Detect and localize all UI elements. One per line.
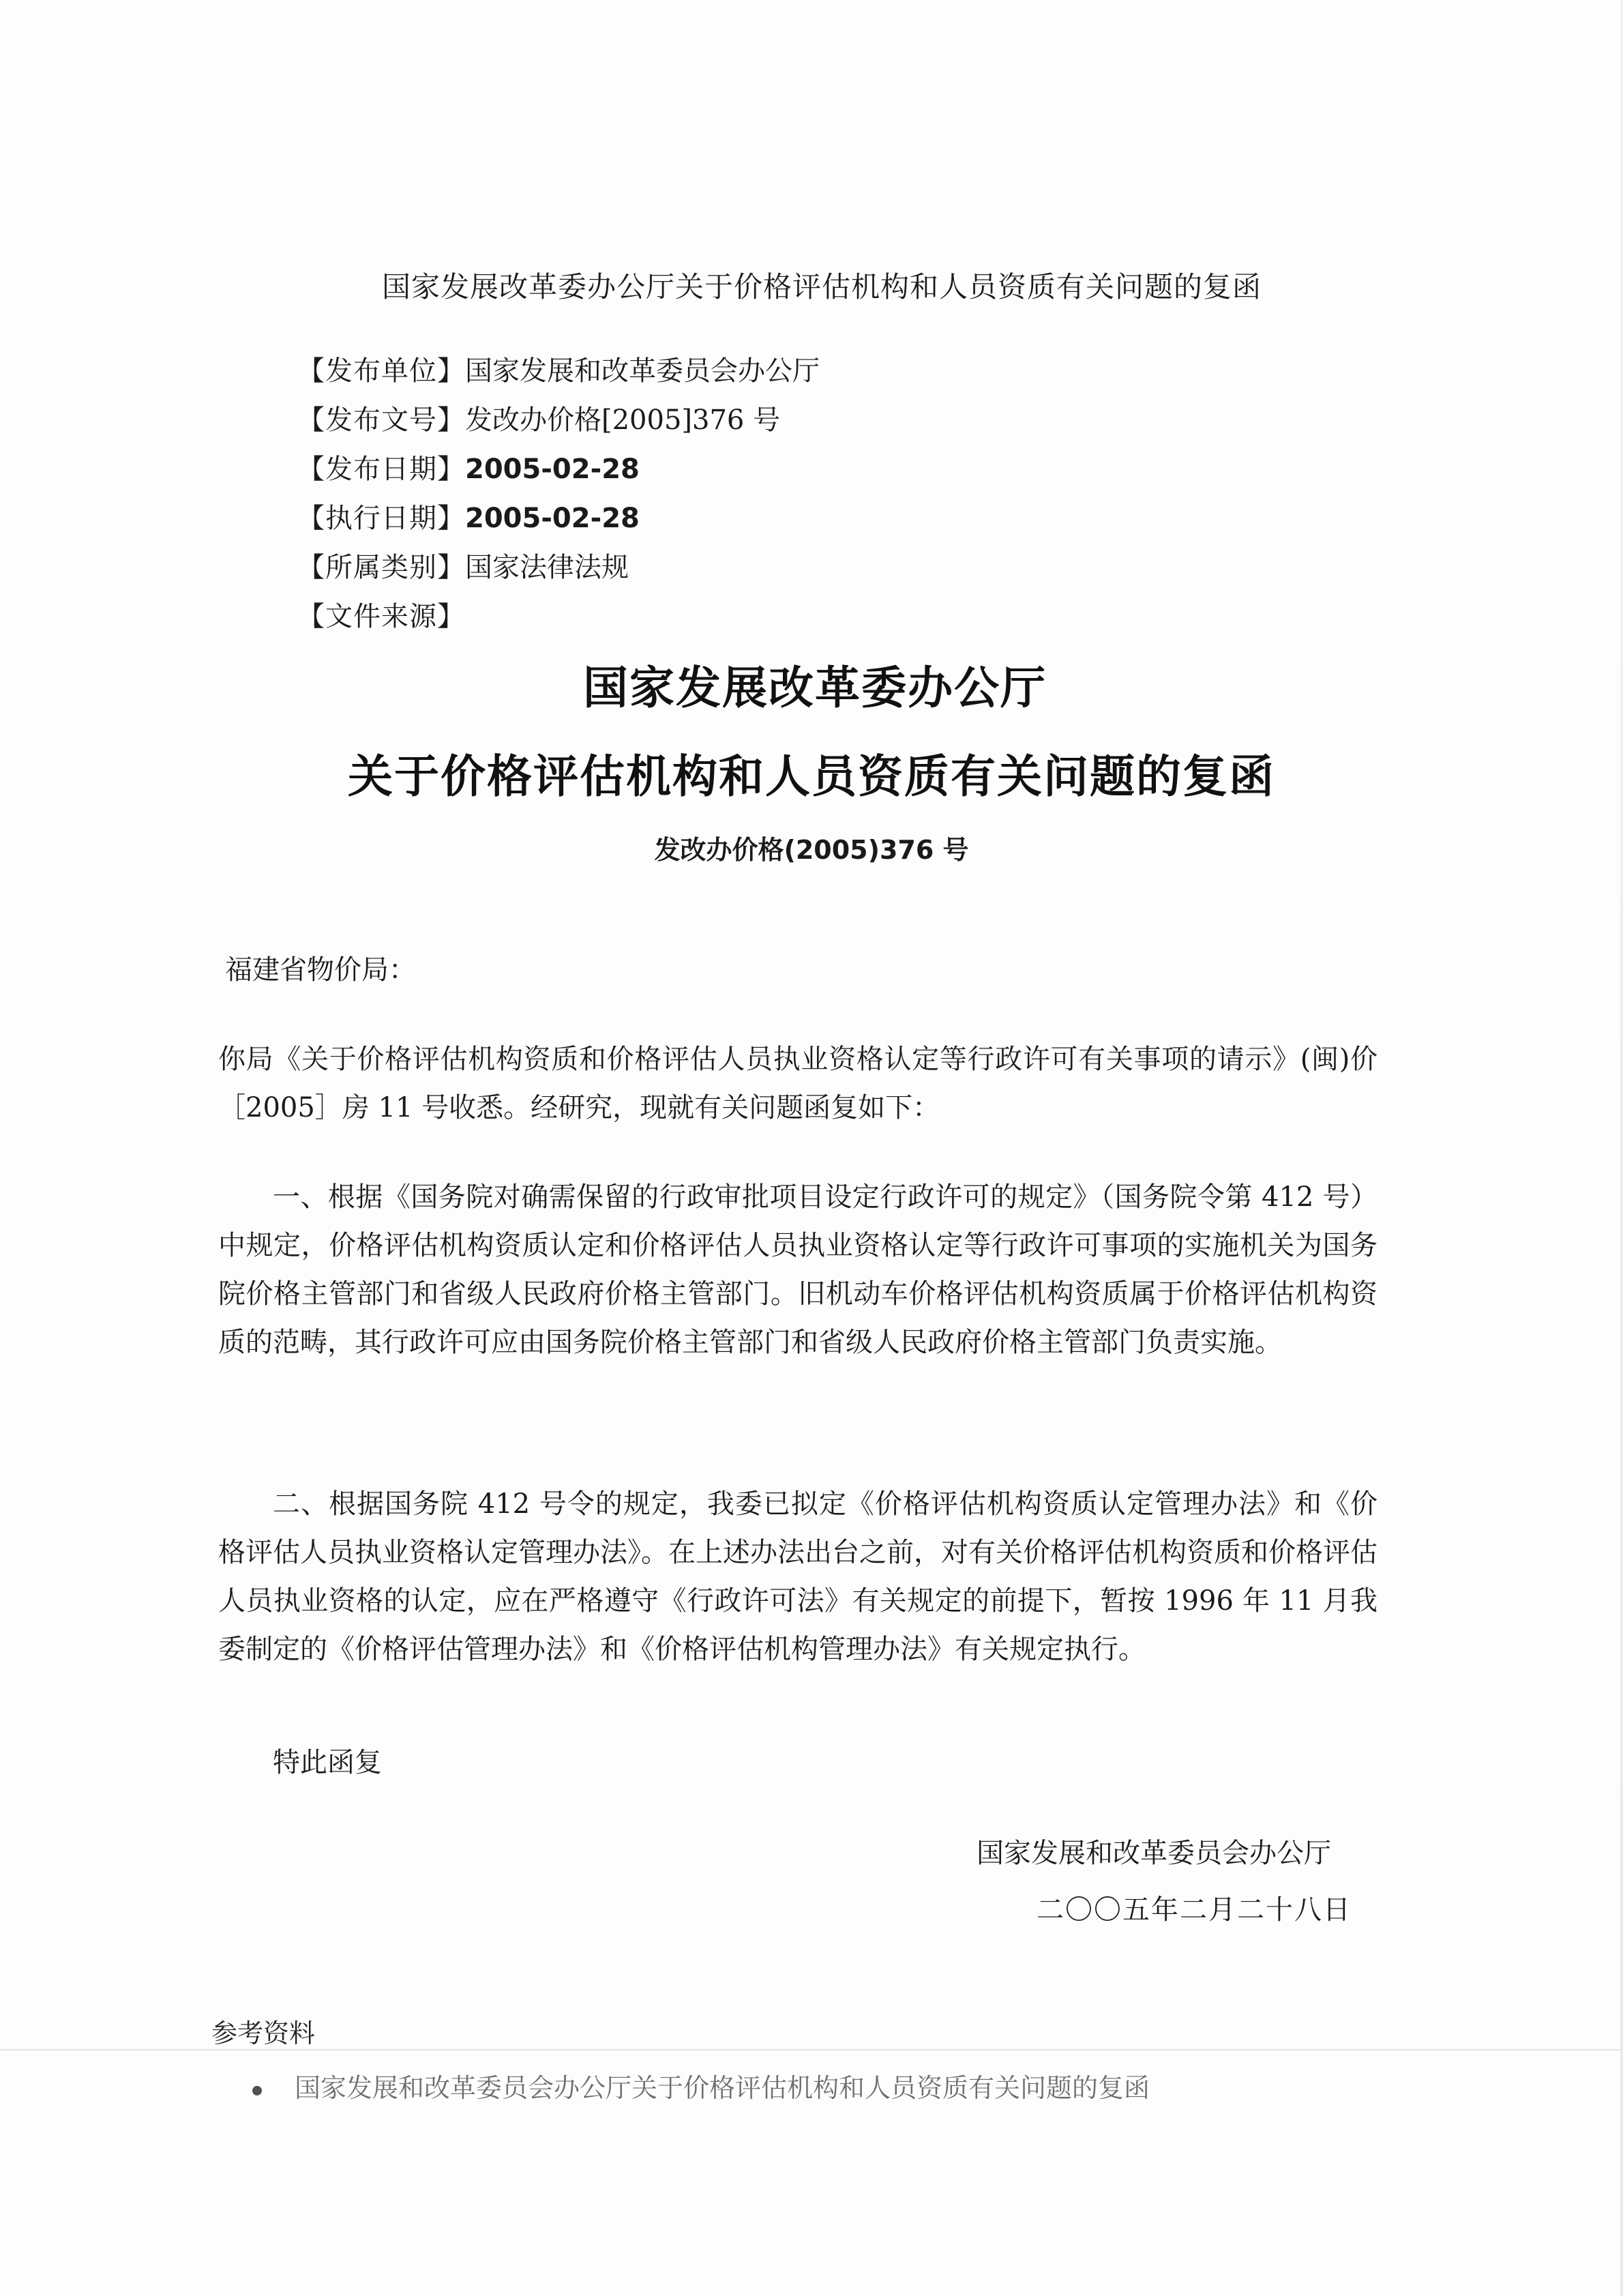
meta-key: 【所属类别】	[297, 552, 465, 583]
meta-key: 【发布单位】	[297, 355, 465, 387]
document-number: 发改办价格(2005)376 号	[654, 835, 969, 865]
meta-key: 【文件来源】	[297, 601, 465, 632]
meta-key: 【发布日期】	[297, 454, 465, 485]
body-paragraph-2: 一、根据《国务院对确需保留的行政审批项目设定行政许可的规定》（国务院令第 412 号）中规定，价格评估机构资质认定和价格评估人员执业资格认定等行政许可事项的实施机关为国务院价格主管部门和省级人民政府价格主管部门。旧机动车价格评估机构资质属于价格评估机构资质的范畴，其行政许可应由国务院价格主管部门和省级人民政府价格主管部门负责实施。	[218, 1181, 1378, 1358]
main-title-line-1: 国家发展改革委办公厅	[583, 662, 1047, 714]
meta-value: 国家法律法规	[465, 552, 629, 583]
body-paragraph-3: 二、根据国务院 412 号令的规定，我委已拟定《价格评估机构资质认定管理办法》和《价格评估人员执业资格认定管理办法》。在上述办法出台之前，对有关价格评估机构资质和价格评估人员执业资格的认定，应在严格遵守《行政许可法》有关规定的前提下，暂按 1996 年 11 月我委制定的《价格评估管理办法》和《价格评估机构管理办法》有关规定执行。	[218, 1488, 1378, 1665]
scan-edge-shadow	[1620, 0, 1623, 2296]
reference-heading: 参考资料	[211, 2018, 316, 2048]
body-paragraph-1: 你局《关于价格评估机构资质和价格评估人员执业资格认定等行政许可有关事项的请示》(闽)价［2005］房 11 号收悉。经研究，现就有关问题函复如下：	[218, 1044, 1378, 1123]
signature-organization: 国家发展和改革委员会办公厅	[977, 1838, 1331, 1869]
signature-date: 二〇〇五年二月二十八日	[1037, 1894, 1352, 1926]
meta-row-source	[297, 592, 820, 641]
reference-divider	[0, 2049, 1623, 2050]
meta-value: 2005-02-28	[465, 503, 640, 534]
metadata-list	[297, 347, 820, 641]
main-title-line-2: 关于价格评估机构和人员资质有关问题的复函	[348, 750, 1275, 803]
addressee: 福建省物价局：	[225, 954, 416, 986]
document-header-title: 国家发展改革委办公厅关于价格评估机构和人员资质有关问题的复函	[382, 270, 1262, 304]
meta-row-category	[297, 543, 820, 592]
bullet-icon	[252, 2086, 262, 2095]
closing-remark: 特此函复	[273, 1747, 382, 1778]
reference-item-text: 国家发展和改革委员会办公厅关于价格评估机构和人员资质有关问题的复函	[295, 2073, 1150, 2103]
reference-list-item[interactable]	[252, 2067, 1150, 2104]
meta-value: 国家发展和改革委员会办公厅	[465, 355, 820, 387]
meta-row-doc-number	[297, 396, 820, 445]
meta-row-publish-date	[297, 445, 820, 494]
meta-key: 【发布文号】	[297, 404, 465, 436]
meta-row-effective-date	[297, 494, 820, 543]
meta-value: 发改办价格[2005]376 号	[465, 404, 781, 436]
meta-key: 【执行日期】	[297, 503, 465, 534]
meta-value: 2005-02-28	[465, 454, 640, 485]
meta-row-publisher	[297, 347, 820, 396]
